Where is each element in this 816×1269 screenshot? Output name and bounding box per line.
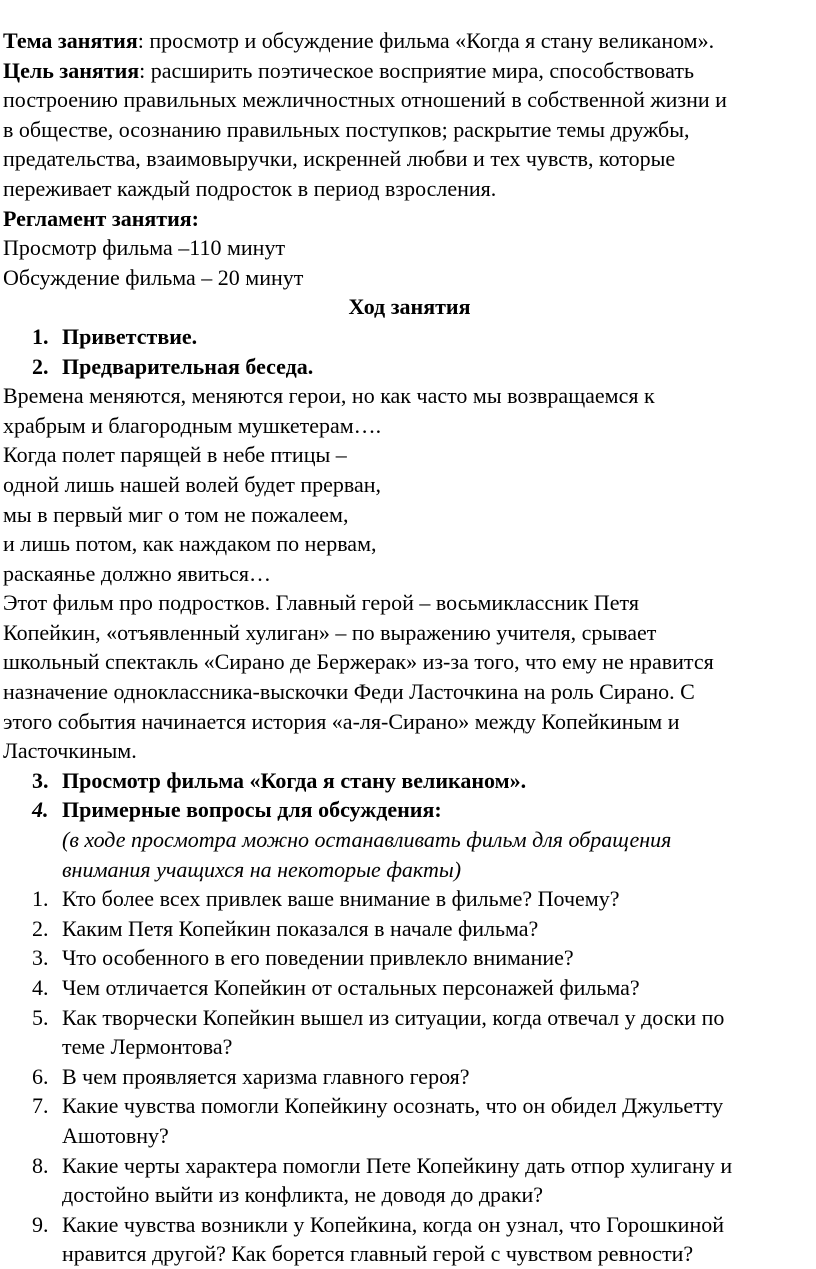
question-text: В чем проявляется харизма главного героя? bbox=[62, 1063, 470, 1089]
question-number: 8. bbox=[32, 1152, 49, 1178]
question-text: Какие чувства помогли Копейкину осознать, что он обидел Джульетту bbox=[62, 1093, 724, 1119]
topic-text: : просмотр и обсуждение фильма «Когда я стану великаном». bbox=[137, 28, 715, 53]
step-number: 4. bbox=[32, 797, 49, 823]
question-item bbox=[3, 914, 816, 944]
question-text: Какие чувства возникли у Копейкина, когда он узнал, что Горошкиной bbox=[62, 1211, 724, 1237]
step-item-4 bbox=[3, 795, 816, 825]
question-number: 5. bbox=[32, 1004, 49, 1030]
synopsis-line: Этот фильм про подростков. Главный герой – восьмиклассник Петя bbox=[3, 590, 639, 616]
question-text: теме Лермонтова? bbox=[62, 1034, 233, 1060]
question-text: Чем отличается Копейкин от остальных персонажей фильма? bbox=[62, 975, 640, 1000]
question-item bbox=[3, 1062, 816, 1092]
question-text: достойно выйти из конфликта, не доводя до драки? bbox=[62, 1182, 544, 1208]
question-number: 6. bbox=[32, 1063, 49, 1089]
goal-label: Цель занятия bbox=[3, 57, 140, 83]
course-heading: Ход занятия bbox=[348, 294, 471, 320]
poem-line: Когда полет парящей в небе птицы – bbox=[3, 442, 347, 468]
poem-line: раскаянье должно явиться… bbox=[3, 560, 272, 586]
step-text: Просмотр фильма «Когда я стану великаном». bbox=[62, 767, 527, 793]
question-item bbox=[3, 1091, 816, 1150]
schedule-item-discussion: Обсуждение фильма – 20 минут bbox=[3, 264, 304, 290]
question-item bbox=[3, 943, 816, 973]
goal-line-5: переживает каждый подросток в период взросления. bbox=[3, 175, 497, 201]
synopsis-line: Ласточкиным. bbox=[3, 738, 137, 764]
question-text: Какие черты характера помогли Пете Копейкину дать отпор хулигану и bbox=[62, 1152, 733, 1178]
poem-line: одной лишь нашей волей будет прерван, bbox=[3, 471, 382, 497]
schedule-heading bbox=[3, 204, 816, 234]
question-number: 9. bbox=[32, 1211, 49, 1237]
questions-list bbox=[3, 884, 816, 1269]
synopsis-line: назначение одноклассника-выскочки Феди Ласточкина на роль Сирано. С bbox=[3, 679, 695, 705]
question-number: 2. bbox=[32, 915, 49, 941]
step-item-1 bbox=[3, 322, 816, 352]
goal-text-1: : расширить поэтическое восприятие мира, способствовать bbox=[139, 57, 694, 83]
question-text: Ашотовну? bbox=[62, 1122, 169, 1148]
question-text: Что особенного в его поведении привлекло внимание? bbox=[62, 945, 574, 971]
question-item bbox=[3, 973, 816, 1003]
poem-line: мы в первый миг о том не пожалеем, bbox=[3, 501, 349, 527]
synopsis-line: этого события начинается история «а-ля-Сирано» между Копейкиным и bbox=[3, 708, 680, 734]
question-number: 1. bbox=[32, 886, 49, 912]
question-item bbox=[3, 1210, 816, 1269]
step-text: Примерные вопросы для обсуждения: bbox=[62, 797, 442, 823]
step-note-line: (в ходе просмотра можно останавливать фильм для обращения bbox=[62, 827, 672, 853]
step-number: 1. bbox=[32, 323, 49, 349]
question-text: Каким Петя Копейкин показался в начале фильма? bbox=[62, 915, 539, 941]
question-number: 7. bbox=[32, 1093, 49, 1119]
schedule-heading-text: Регламент занятия: bbox=[3, 205, 199, 231]
goal-line-3: в обществе, осознанию правильных поступков; раскрытие темы дружбы, bbox=[3, 116, 690, 142]
step-item-2 bbox=[3, 352, 816, 382]
step-number: 2. bbox=[32, 353, 49, 379]
synopsis-line: школьный спектакль «Сирано де Бержерак» из-за того, что ему не нравится bbox=[3, 649, 714, 675]
question-number: 3. bbox=[32, 945, 49, 971]
step-text: Приветствие. bbox=[62, 323, 198, 349]
step-number: 3. bbox=[32, 767, 49, 793]
synopsis-line: Копейкин, «отъявленный хулиган» – по выражению учителя, срывает bbox=[3, 619, 657, 645]
goal-line-1 bbox=[3, 56, 816, 86]
step-note-line: внимания учащихся на некоторые факты) bbox=[62, 856, 462, 882]
intro-line: храбрым и благородным мушкетерам…. bbox=[3, 412, 382, 438]
question-text: нравится другой? Как борется главный герой с чувством ревности? bbox=[62, 1241, 694, 1267]
goal-line-2: построению правильных межличностных отношений в собственной жизни и bbox=[3, 87, 727, 113]
topic-line bbox=[3, 26, 816, 56]
step-item-3 bbox=[3, 766, 816, 796]
topic-label: Тема занятия bbox=[3, 28, 138, 53]
poem-line: и лишь потом, как наждаком по нервам, bbox=[3, 531, 377, 557]
question-text: Как творчески Копейкин вышел из ситуации, когда отвечал у доски по bbox=[62, 1004, 725, 1030]
schedule-item-viewing: Просмотр фильма –110 минут bbox=[3, 235, 286, 261]
question-item bbox=[3, 1151, 816, 1210]
intro-line: Времена меняются, меняются герои, но как часто мы возвращаемся к bbox=[3, 383, 655, 409]
question-number: 4. bbox=[32, 975, 49, 1000]
goal-line-4: предательства, взаимовыручки, искренней любви и тех чувств, которые bbox=[3, 146, 676, 172]
question-item bbox=[3, 1003, 816, 1062]
question-item bbox=[3, 884, 816, 914]
question-text: Кто более всех привлек ваше внимание в фильме? Почему? bbox=[62, 886, 620, 912]
step-text: Предварительная беседа. bbox=[62, 353, 314, 379]
